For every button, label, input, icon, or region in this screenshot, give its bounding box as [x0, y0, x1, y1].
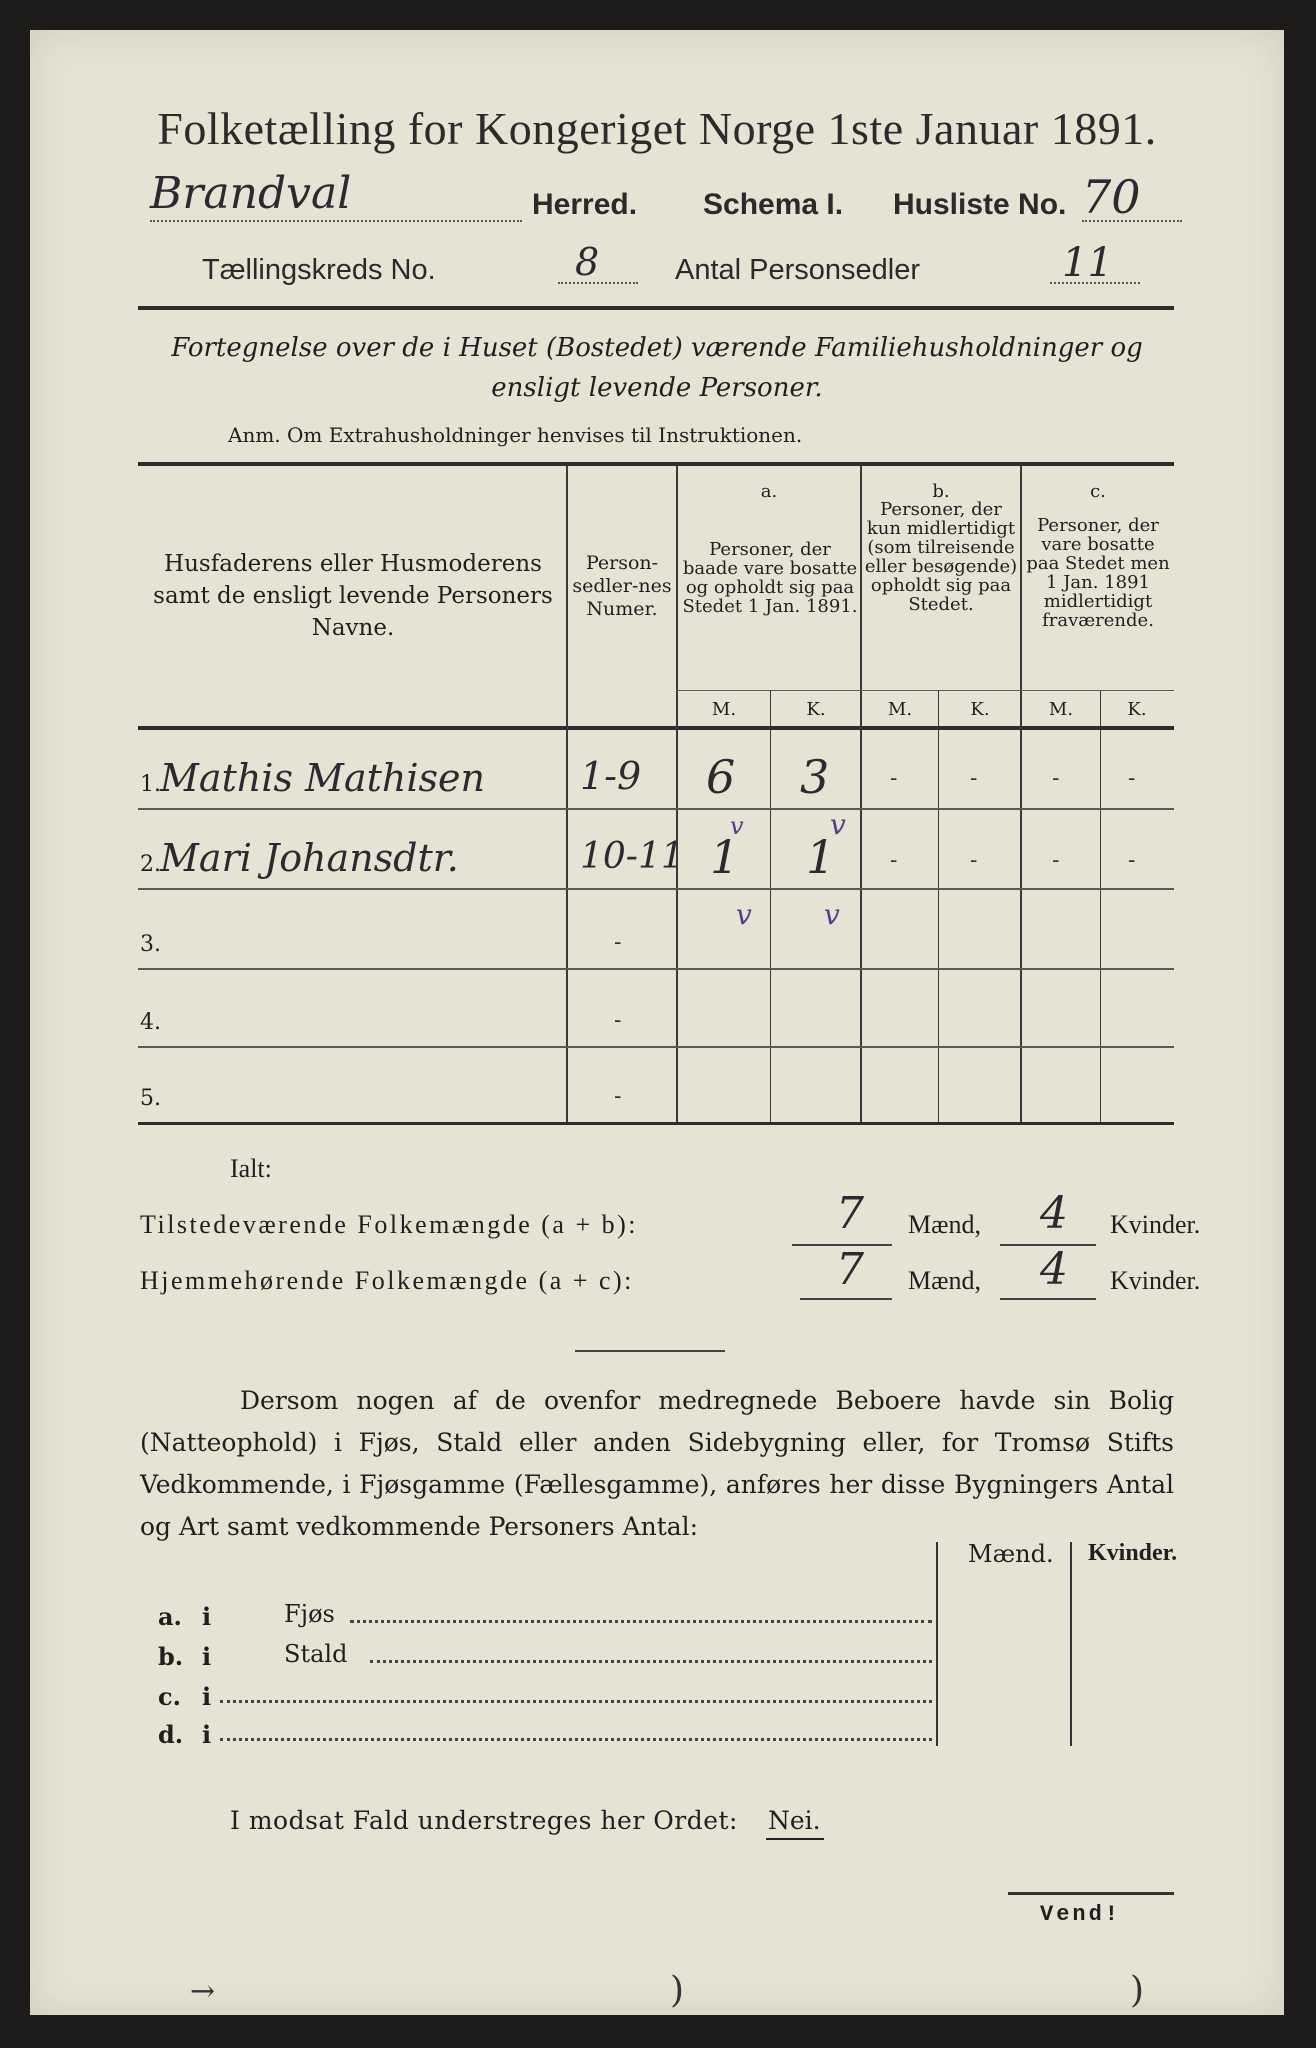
building-b-dots: [370, 1660, 932, 1663]
col-divider-numer: [676, 466, 678, 1122]
col-header-a-letter: a.: [760, 481, 778, 502]
totals-line2-k: 4: [1040, 1244, 1068, 1295]
row-line-2: [138, 888, 1174, 890]
building-a-label: Fjøs: [284, 1600, 335, 1628]
building-b-letter: b.: [158, 1642, 184, 1671]
schema-label: Schema I.: [703, 188, 844, 221]
vend-rule: [1008, 1892, 1174, 1895]
col-header-c-text: Personer, der vare bosatte paa Stedet men 1 Jan. 1891 midlertidigt fraværende.: [1026, 515, 1170, 631]
col-header-c-k: K.: [1127, 699, 1147, 720]
row-1-name: Mathis Mathisen: [160, 756, 485, 800]
col-divider-b: [1020, 466, 1022, 1122]
col-header-name: Husfaderens eller Husmoderens samt de ensligt levende Personers Navne.: [153, 551, 553, 641]
totals-line1-maend: Mænd,: [908, 1210, 981, 1239]
totals-line2-kvinder: Kvinder.: [1110, 1266, 1201, 1295]
totals-line1-m: 7: [836, 1188, 864, 1239]
husliste-label: Husliste No.: [893, 188, 1067, 221]
building-a-dots: [350, 1620, 932, 1623]
husliste-dotted-line: [1082, 220, 1182, 222]
totals-line1-k: 4: [1040, 1188, 1068, 1239]
row-2-b-k: -: [970, 848, 978, 873]
intro-text: Fortegnelse over de i Huset (Bostedet) værende Familiehusholdninger og ensligt levende Personer.: [171, 333, 1143, 403]
totals-line1-label: Tilstedeværende Folkemængde (a + b):: [140, 1210, 638, 1239]
herred-name: Brandval: [150, 168, 352, 219]
vend-text: Vend!: [1040, 1902, 1122, 1927]
col-header-a-m: M.: [711, 699, 737, 720]
totals-line2-m-underline: [800, 1298, 892, 1300]
modsat-text: I modsat Fald understreges her Ordet:: [230, 1806, 738, 1835]
row-1-numer: 1-9: [580, 754, 642, 798]
row-line-3: [138, 968, 1174, 970]
table-header-bottom-rule: [138, 726, 1174, 730]
row-5-numer: -: [614, 1084, 622, 1109]
col-header-c-letter: c.: [1090, 481, 1106, 502]
col-divider-name: [566, 466, 568, 1122]
totals-line2-label: Hjemmehørende Folkemængde (a + c):: [140, 1266, 634, 1295]
antal-label: Antal Personsedler: [675, 254, 921, 286]
building-c-dots: [220, 1700, 932, 1703]
col-header-b-text: Personer, der kun midlertidigt (som tilreisende eller besøgende) opholdt sig paa Stedet.: [864, 499, 1018, 615]
col-header-b-k: K.: [970, 699, 990, 720]
building-a-letter: a.: [158, 1602, 182, 1631]
col-divider-a: [860, 466, 862, 1122]
buildings-kvinder-header: Kvinder.: [1088, 1540, 1178, 1566]
nei-underline: [766, 1838, 824, 1840]
anm-note: Anm. Om Extrahusholdninger henvises til Instruktionen.: [228, 423, 803, 447]
table-bottom-rule: [138, 1122, 1174, 1125]
row-5-number: 5.: [140, 1086, 161, 1111]
checkmark-2: v: [830, 808, 846, 841]
checkmark-3: v: [736, 898, 752, 931]
binding-mark-center: ): [670, 1970, 685, 2011]
antal-dotted-line: [1050, 282, 1140, 284]
col-divider-b-mk: [938, 690, 939, 1122]
binding-mark-right: ): [1130, 1970, 1145, 2011]
building-c-letter: c.: [158, 1682, 181, 1711]
kreds-no: 8: [575, 240, 600, 284]
row-3-number: 3.: [140, 932, 161, 957]
totals-line1-kvinder: Kvinder.: [1110, 1210, 1201, 1239]
row-2-number: 2.: [140, 852, 161, 877]
row-line-4: [138, 1046, 1174, 1048]
row-2-name: Mari Johansdtr.: [160, 836, 459, 880]
buildings-maend-header: Mænd.: [968, 1540, 1054, 1568]
kreds-label: Tællingskreds No.: [202, 254, 436, 286]
header-rule: [138, 306, 1174, 310]
building-d-i: i: [202, 1720, 212, 1749]
col-divider-a-mk: [770, 690, 771, 1122]
table-top-rule: [138, 462, 1174, 466]
buildings-divider-2: [1070, 1542, 1072, 1746]
row-1-b-k: -: [970, 766, 978, 791]
building-b-label: Stald: [284, 1640, 348, 1668]
buildings-divider-1: [936, 1542, 938, 1746]
row-1-c-m: -: [1052, 766, 1060, 791]
building-c-i: i: [202, 1682, 212, 1711]
herred-label: Herred.: [532, 188, 638, 221]
census-form-page: [30, 30, 1284, 2015]
totals-line2-k-underline: [1000, 1298, 1096, 1300]
checkmark-1: v: [730, 812, 744, 840]
row-line-1: [138, 808, 1174, 810]
row-4-numer: -: [614, 1008, 622, 1033]
row-2-b-m: -: [890, 848, 898, 873]
row-1-a-k: 3: [800, 750, 830, 804]
section-divider: [575, 1350, 725, 1352]
sidebygning-paragraph: Dersom nogen af de ovenfor medregnede Beboere havde sin Bolig (Natteophold) i Fjøs, Stald eller anden Sidebygning eller, for Tromsø Stifts Vedkommende, i Fjøsgamme (Fællesgamme), anføres her disse Bygningers Antal og Art samt vedkommende Personers Antal:: [140, 1386, 1174, 1541]
col-divider-c-mk: [1100, 690, 1101, 1122]
kreds-dotted-line: [558, 282, 638, 284]
col-header-c-m: M.: [1048, 699, 1074, 720]
row-3-numer: -: [614, 930, 622, 955]
row-1-a-m: 6: [706, 750, 736, 804]
row-4-number: 4.: [140, 1010, 161, 1035]
checkmark-4: v: [824, 898, 840, 931]
building-b-i: i: [202, 1642, 212, 1671]
row-1-number: 1.: [140, 772, 161, 797]
antal-no: 11: [1062, 240, 1113, 286]
herred-dotted-line: [150, 220, 522, 222]
binding-mark-left: →: [190, 1974, 216, 2009]
col-header-numer: Person-sedler-nes Numer.: [572, 552, 672, 620]
nei-word: Nei.: [768, 1806, 821, 1835]
col-header-b-letter: b.: [932, 481, 950, 502]
form-title: Folketælling for Kongeriget Norge 1ste Januar 1891.: [157, 103, 1157, 154]
row-2-a-m: 1: [710, 830, 740, 884]
totals-line2-m: 7: [836, 1244, 864, 1295]
building-a-i: i: [202, 1602, 212, 1631]
col-header-a-k: K.: [806, 699, 826, 720]
col-header-b-m: M.: [887, 699, 913, 720]
row-1-b-m: -: [890, 766, 898, 791]
row-1-c-k: -: [1128, 766, 1136, 791]
row-2-c-k: -: [1128, 848, 1136, 873]
mk-header-line: [676, 690, 1174, 691]
totals-line2-maend: Mænd,: [908, 1266, 981, 1295]
row-2-numer: 10-11: [580, 836, 684, 877]
row-2-a-k: 1: [806, 830, 836, 884]
building-d-dots: [220, 1738, 932, 1741]
husliste-no: 70: [1082, 170, 1141, 224]
ialt-label: Ialt:: [230, 1154, 272, 1183]
col-header-a-text: Personer, der baade vare bosatte og opholdt sig paa Stedet 1 Jan. 1891.: [682, 539, 858, 617]
building-d-letter: d.: [158, 1720, 184, 1749]
row-2-c-m: -: [1052, 848, 1060, 873]
